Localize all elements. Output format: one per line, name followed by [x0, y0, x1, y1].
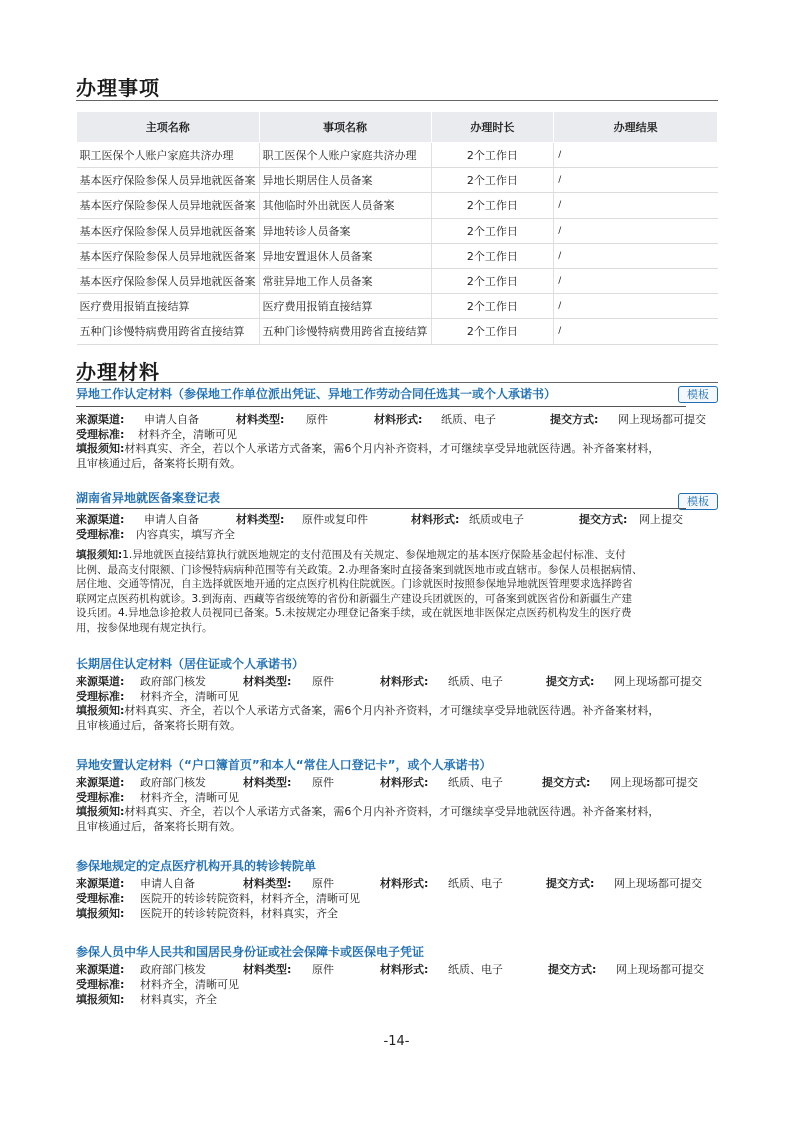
source-label: 来源渠道:: [76, 413, 125, 426]
standard-label: 受理标准:: [76, 892, 125, 905]
type-value: 原件: [312, 963, 334, 976]
type-label: 材料类型:: [243, 877, 292, 890]
standard-label: 受理标准:: [76, 791, 125, 804]
item-name-cell: 异地长期居住人员备案: [259, 168, 431, 193]
duration-cell: 2个工作日: [431, 319, 554, 344]
material-block: [76, 858, 718, 921]
material-block: [76, 757, 718, 834]
form-value: 纸质、电子: [448, 675, 503, 688]
form-value: 纸质或电子: [469, 513, 524, 526]
result-cell: /: [554, 243, 718, 268]
notice-label: 填报须知:: [76, 907, 125, 920]
material-title: 参保地规定的定点医疗机构开具的转诊转院单: [76, 859, 317, 873]
form-label: 材料形式:: [411, 513, 460, 526]
table-row: [77, 243, 718, 268]
source-label: 来源渠道:: [76, 877, 125, 890]
standard-row: [76, 427, 718, 442]
source-value: 申请人自备: [144, 413, 199, 426]
duration-cell: 2个工作日: [431, 168, 554, 193]
submit-label: 提交方式:: [579, 513, 628, 526]
material-meta-row: [76, 962, 718, 977]
material-meta-row: [76, 876, 718, 891]
material-block: [76, 386, 718, 471]
duration-cell: 2个工作日: [431, 268, 554, 293]
main-item-cell: 基本医疗保险参保人员异地就医备案: [77, 243, 260, 268]
col-header-main-item: 主项名称: [77, 112, 260, 143]
type-value: 原件: [312, 877, 334, 890]
form-label: 材料形式:: [380, 963, 429, 976]
form-value: 纸质、电子: [448, 877, 503, 890]
material-title: 异地工作认定材料（参保地工作单位派出凭证、异地工作劳动合同任选其一或个人承诺书）: [76, 387, 557, 401]
duration-cell: 2个工作日: [431, 143, 554, 168]
notice-label: 填报须知:: [76, 549, 123, 561]
type-value: 原件: [312, 776, 334, 789]
standard-row: [76, 527, 718, 542]
standard-label: 受理标准:: [76, 428, 125, 441]
notice-line: 居住地、交通等情况，自主选择就医地开通的定点医疗机构住院就医。门诊就医时按照参保地异地就医管理要求选择跨省: [76, 578, 633, 591]
notice-paragraph: [76, 442, 718, 471]
submit-value: 网上现场都可提交: [618, 413, 706, 426]
items-section-divider: [76, 100, 718, 101]
material-meta-row: [76, 674, 718, 689]
material-title: 长期居住认定材料（居住证或个人承诺书）: [76, 657, 305, 671]
type-label: 材料类型:: [236, 513, 285, 526]
notice-line: 设兵团。4.异地急诊抢救人员视同已备案。5.未按规定办理登记备案手续，或在就医地非医保定点医药机构发生的医疗费: [76, 607, 632, 620]
submit-value: 网上现场都可提交: [614, 877, 702, 890]
items-section-title: 办理事项: [76, 76, 160, 100]
standard-label: 受理标准:: [76, 690, 125, 703]
source-label: 来源渠道:: [76, 513, 125, 526]
items-table: [76, 111, 718, 345]
result-cell: /: [554, 268, 718, 293]
source-label: 来源渠道:: [76, 675, 125, 688]
standard-row: [76, 689, 718, 704]
col-header-result: 办理结果: [554, 112, 718, 143]
result-cell: /: [554, 168, 718, 193]
main-item-cell: 五种门诊慢特病费用跨省直接结算: [77, 319, 260, 344]
notice-line: 用，按参保地现有规定执行。: [76, 621, 213, 634]
notice-paragraph: [76, 805, 718, 834]
form-label: 材料形式:: [374, 413, 423, 426]
notice-label: 填报须知:: [76, 805, 125, 818]
notice-line: 材料真实、齐全，若以个人承诺方式备案，需6个月内补齐资料，才可继续享受异地就医待遇。补齐备案材料，: [124, 442, 660, 455]
source-value: 申请人自备: [140, 877, 195, 890]
notice-row: [76, 992, 718, 1007]
main-item-cell: 职工医保个人账户家庭共济办理: [77, 143, 260, 168]
material-block: [76, 490, 718, 636]
form-label: 材料形式:: [380, 776, 429, 789]
type-value: 原件或复印件: [302, 513, 368, 526]
standard-value: 材料齐全，清晰可见: [140, 978, 239, 991]
type-label: 材料类型:: [243, 776, 292, 789]
items-table-header: [77, 112, 718, 143]
type-label: 材料类型:: [243, 963, 292, 976]
submit-value: 网上提交: [639, 513, 683, 526]
standard-value: 材料齐全，清晰可见: [140, 690, 239, 703]
item-name-cell: 医疗费用报销直接结算: [259, 294, 431, 319]
main-item-cell: 基本医疗保险参保人员异地就医备案: [77, 218, 260, 243]
duration-cell: 2个工作日: [431, 193, 554, 218]
template-button[interactable]: 模板: [678, 493, 718, 510]
result-cell: /: [554, 193, 718, 218]
source-value: 政府部门核发: [140, 963, 206, 976]
table-row: [77, 268, 718, 293]
notice-line: 材料真实、齐全，若以个人承诺方式备案，需6个月内补齐资料，才可继续享受异地就医待遇。补齐备案材料，: [124, 704, 660, 717]
notice-line: 且审核通过后，备案将长期有效。: [76, 456, 241, 470]
result-cell: /: [554, 143, 718, 168]
form-value: 纸质、电子: [448, 963, 503, 976]
notice-line: 联网定点医药机构就诊。3.到海南、西藏等省级统筹的省份和新疆生产建设兵团就医的，可备案到就医省份和新疆生产建: [76, 592, 633, 605]
source-value: 申请人自备: [144, 513, 199, 526]
table-row: [77, 294, 718, 319]
submit-value: 网上现场都可提交: [616, 963, 704, 976]
main-item-cell: 医疗费用报销直接结算: [77, 294, 260, 319]
submit-label: 提交方式:: [546, 877, 595, 890]
table-row: [77, 143, 718, 168]
material-title: 参保人员中华人民共和国居民身份证或社会保障卡或医保电子凭证: [76, 945, 425, 959]
standard-row: [76, 790, 718, 805]
material-block: [76, 656, 718, 733]
result-cell: /: [554, 218, 718, 243]
notice-paragraph: [76, 548, 718, 636]
table-row: [77, 168, 718, 193]
main-item-cell: 基本医疗保险参保人员异地就医备案: [77, 168, 260, 193]
materials-section-divider: [76, 382, 718, 383]
submit-label: 提交方式:: [542, 776, 591, 789]
main-item-cell: 基本医疗保险参保人员异地就医备案: [77, 268, 260, 293]
notice-line: 且审核通过后，备案将长期有效。: [76, 819, 241, 833]
standard-label: 受理标准:: [76, 528, 125, 541]
submit-value: 网上现场都可提交: [614, 675, 702, 688]
notice-value: 医院开的转诊转院资料，材料真实，齐全: [140, 907, 338, 920]
type-label: 材料类型:: [243, 675, 292, 688]
page-number: -14-: [383, 1034, 410, 1049]
material-meta-row: [76, 512, 718, 527]
form-value: 纸质、电子: [441, 413, 496, 426]
materials-section-title: 办理材料: [76, 360, 160, 384]
item-name-cell: 其他临时外出就医人员备案: [259, 193, 431, 218]
notice-row: [76, 906, 718, 921]
table-row: [77, 193, 718, 218]
duration-cell: 2个工作日: [431, 294, 554, 319]
table-row: [77, 218, 718, 243]
item-name-cell: 五种门诊慢特病费用跨省直接结算: [259, 319, 431, 344]
result-cell: /: [554, 294, 718, 319]
form-label: 材料形式:: [380, 675, 429, 688]
standard-value: 内容真实，填写齐全: [136, 528, 235, 541]
notice-label: 填报须知:: [76, 442, 125, 455]
source-label: 来源渠道:: [76, 963, 125, 976]
form-value: 纸质、电子: [448, 776, 503, 789]
material-title: 湖南省异地就医备案登记表: [76, 491, 221, 505]
main-item-cell: 基本医疗保险参保人员异地就医备案: [77, 193, 260, 218]
standard-value: 材料齐全，清晰可见: [140, 791, 239, 804]
table-row: [77, 319, 718, 344]
source-value: 政府部门核发: [140, 776, 206, 789]
material-meta-row: [76, 775, 718, 790]
notice-paragraph: [76, 704, 718, 733]
item-name-cell: 职工医保个人账户家庭共济办理: [259, 143, 431, 168]
notice-label: 填报须知:: [76, 704, 125, 717]
source-value: 政府部门核发: [140, 675, 206, 688]
title-underline: [76, 508, 686, 509]
standard-value: 医院开的转诊转院资料，材料齐全，清晰可见: [140, 892, 360, 905]
notice-line: 且审核通过后，备案将长期有效。: [76, 718, 241, 732]
col-header-duration: 办理时长: [431, 112, 554, 143]
duration-cell: 2个工作日: [431, 218, 554, 243]
col-header-item-name: 事项名称: [259, 112, 431, 143]
submit-value: 网上现场都可提交: [610, 776, 698, 789]
duration-cell: 2个工作日: [431, 243, 554, 268]
type-value: 原件: [312, 675, 334, 688]
notice-value: 材料真实，齐全: [140, 993, 217, 1006]
template-button[interactable]: 模板: [678, 386, 718, 403]
standard-row: [76, 977, 718, 992]
item-name-cell: 异地安置退休人员备案: [259, 243, 431, 268]
form-label: 材料形式:: [380, 877, 429, 890]
submit-label: 提交方式:: [548, 963, 597, 976]
submit-label: 提交方式:: [550, 413, 599, 426]
standard-row: [76, 891, 718, 906]
notice-line: 材料真实、齐全，若以个人承诺方式备案，需6个月内补齐资料，才可继续享受异地就医待遇。补齐备案材料，: [124, 805, 660, 818]
material-block: [76, 944, 718, 1007]
type-value: 原件: [306, 413, 328, 426]
source-label: 来源渠道:: [76, 776, 125, 789]
submit-label: 提交方式:: [546, 675, 595, 688]
result-cell: /: [554, 319, 718, 344]
item-name-cell: 异地转诊人员备案: [259, 218, 431, 243]
notice-line: 1.异地就医直接结算执行就医地规定的支付范围及有关规定、参保地规定的基本医疗保险基金起付标准、支付: [122, 549, 626, 561]
material-title: 异地安置认定材料（“户口簿首页”和本人“常住人口登记卡”，或个人承诺书）: [76, 758, 492, 772]
type-label: 材料类型:: [236, 413, 285, 426]
notice-label: 填报须知:: [76, 993, 125, 1006]
standard-label: 受理标准:: [76, 978, 125, 991]
title-underline: [76, 406, 686, 407]
item-name-cell: 常驻异地工作人员备案: [259, 268, 431, 293]
material-meta-row: [76, 412, 718, 427]
standard-value: 材料齐全，清晰可见: [138, 428, 237, 441]
notice-line: 比例、最高支付限额、门诊慢特病病种范围等有关政策。2.办理备案时直接备案到就医地市或直辖市。参保人员根据病情、: [76, 563, 643, 576]
